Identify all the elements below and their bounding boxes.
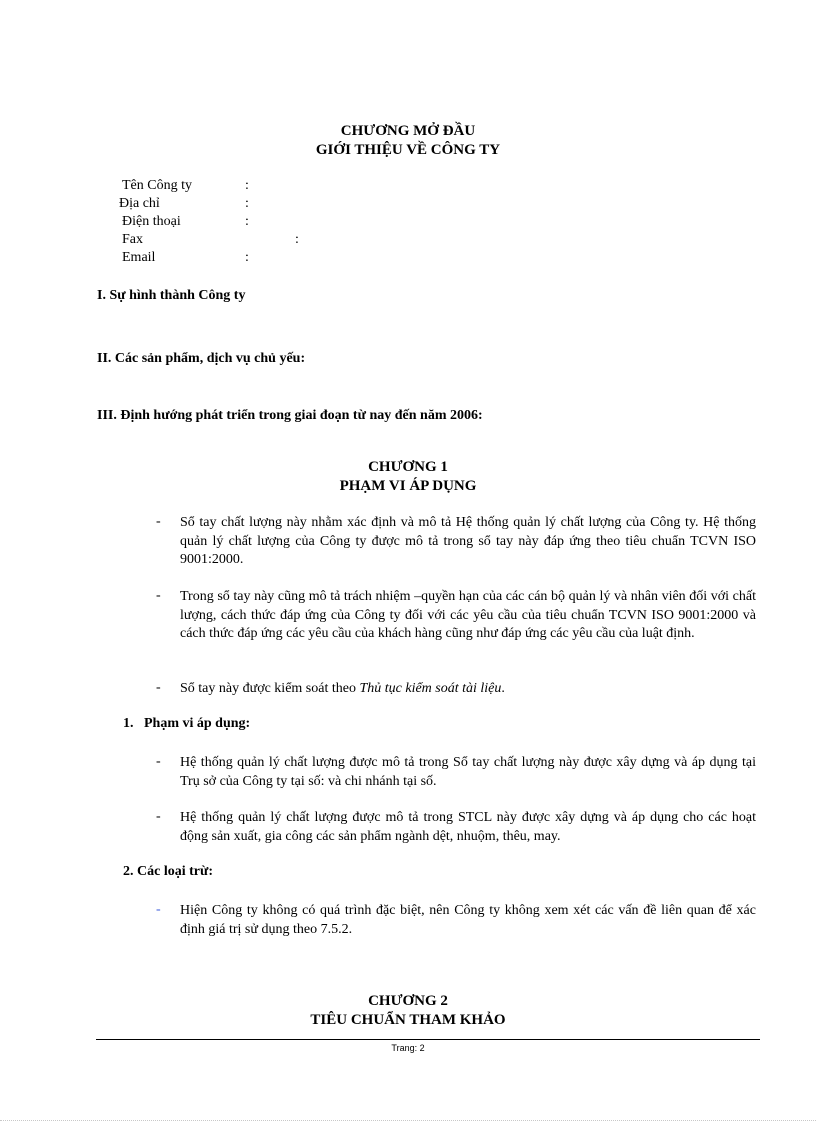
info-label-name: Tên Công ty [122, 178, 192, 193]
bullet3-suffix: . [501, 681, 505, 696]
chapter2-title-2: TIÊU CHUẨN THAM KHẢO [310, 1012, 506, 1028]
bullet-dash: - [156, 514, 161, 529]
chapter1-paragraph: Sổ tay chất lượng này nhằm xác định và mô tả Hệ thống quản lý chất lượng của Công ty. Hệ thống quản lý chất lượng của Công ty được mô tả trong sổ tay này đáp ứng theo tiêu chuẩn TCVN ISO 9001:2000. [180, 515, 756, 567]
bullet-dash-blue: - [156, 902, 161, 917]
intro-title-2: GIỚI THIỆU VỀ CÔNG TY [315, 142, 501, 158]
section-1-heading: I. Sự hình thành Công ty [97, 288, 246, 303]
chapter1-paragraph-controlled [180, 680, 756, 699]
bullet3-italic-reference: Thủ tục kiểm soát tài liệu [359, 681, 502, 696]
chapter2-title-1: CHƯƠNG 2 [368, 993, 448, 1009]
chapter1-title-1: CHƯƠNG 1 [368, 459, 448, 475]
bullet-dash: - [156, 754, 161, 769]
sub1-paragraph: Hệ thống quản lý chất lượng được mô tả trong Sổ tay chất lượng này được xây dựng và áp dụng tại Trụ sở của Công ty tại số: và chi nhánh tại số. [180, 755, 756, 789]
bullet-dash: - [156, 680, 161, 695]
intro-title-1: CHƯƠNG MỞ ĐẦU [340, 123, 476, 139]
info-label-address: Địa chỉ [119, 196, 160, 211]
chapter1-title-2: PHẠM VI ÁP DỤNG [339, 478, 477, 494]
bullet3-prefix: Sổ tay này được kiểm soát theo [180, 681, 360, 696]
info-colon-phone: : [245, 214, 249, 229]
sub1-heading: 1. Phạm vi áp dụng: [123, 716, 251, 731]
bullet-dash: - [156, 588, 161, 603]
sub2-heading: 2. Các loại trừ: [123, 864, 214, 879]
info-label-fax: Fax [122, 232, 143, 247]
chapter1-paragraph: Trong sổ tay này cũng mô tả trách nhiệm –quyền hạn của các cán bộ quản lý và nhân viên đối với chất lượng, cách thức đáp ứng của Công ty đối với các yêu cầu của tiêu chuẩn TCVN ISO 9001:2000 và cách thức đáp ứng các yêu cầu của khách hàng cũng như đáp ứng các yêu cầu của luật định. [180, 589, 756, 641]
info-colon-email: : [245, 250, 249, 265]
info-colon-name: : [245, 178, 249, 193]
info-label-phone: Điện thoại [122, 214, 181, 229]
sub2-paragraph: Hiện Công ty không có quá trình đặc biệt, nên Công ty không xem xét các vấn đề liên quan để xác định giá trị sử dụng theo 7.5.2. [180, 903, 756, 937]
footer-page-number: Trang: 2 [391, 1043, 425, 1053]
info-label-email: Email [122, 250, 156, 265]
section-2-heading: II. Các sản phẩm, dịch vụ chủ yếu: [97, 351, 306, 366]
sub1-paragraph: Hệ thống quản lý chất lượng được mô tả trong STCL này được xây dựng và áp dụng cho các hoạt động sản xuất, gia công các sản phẩm ngành dệt, nhuộm, thêu, may. [180, 810, 756, 844]
bullet-dash: - [156, 809, 161, 824]
info-colon-address: : [245, 196, 249, 211]
page-break-line [0, 1120, 816, 1121]
info-colon-fax: : [295, 232, 299, 247]
section-3-heading: III. Định hướng phát triển trong giai đoạn từ nay đến năm 2006: [97, 408, 483, 423]
footer-rule [96, 1039, 760, 1040]
